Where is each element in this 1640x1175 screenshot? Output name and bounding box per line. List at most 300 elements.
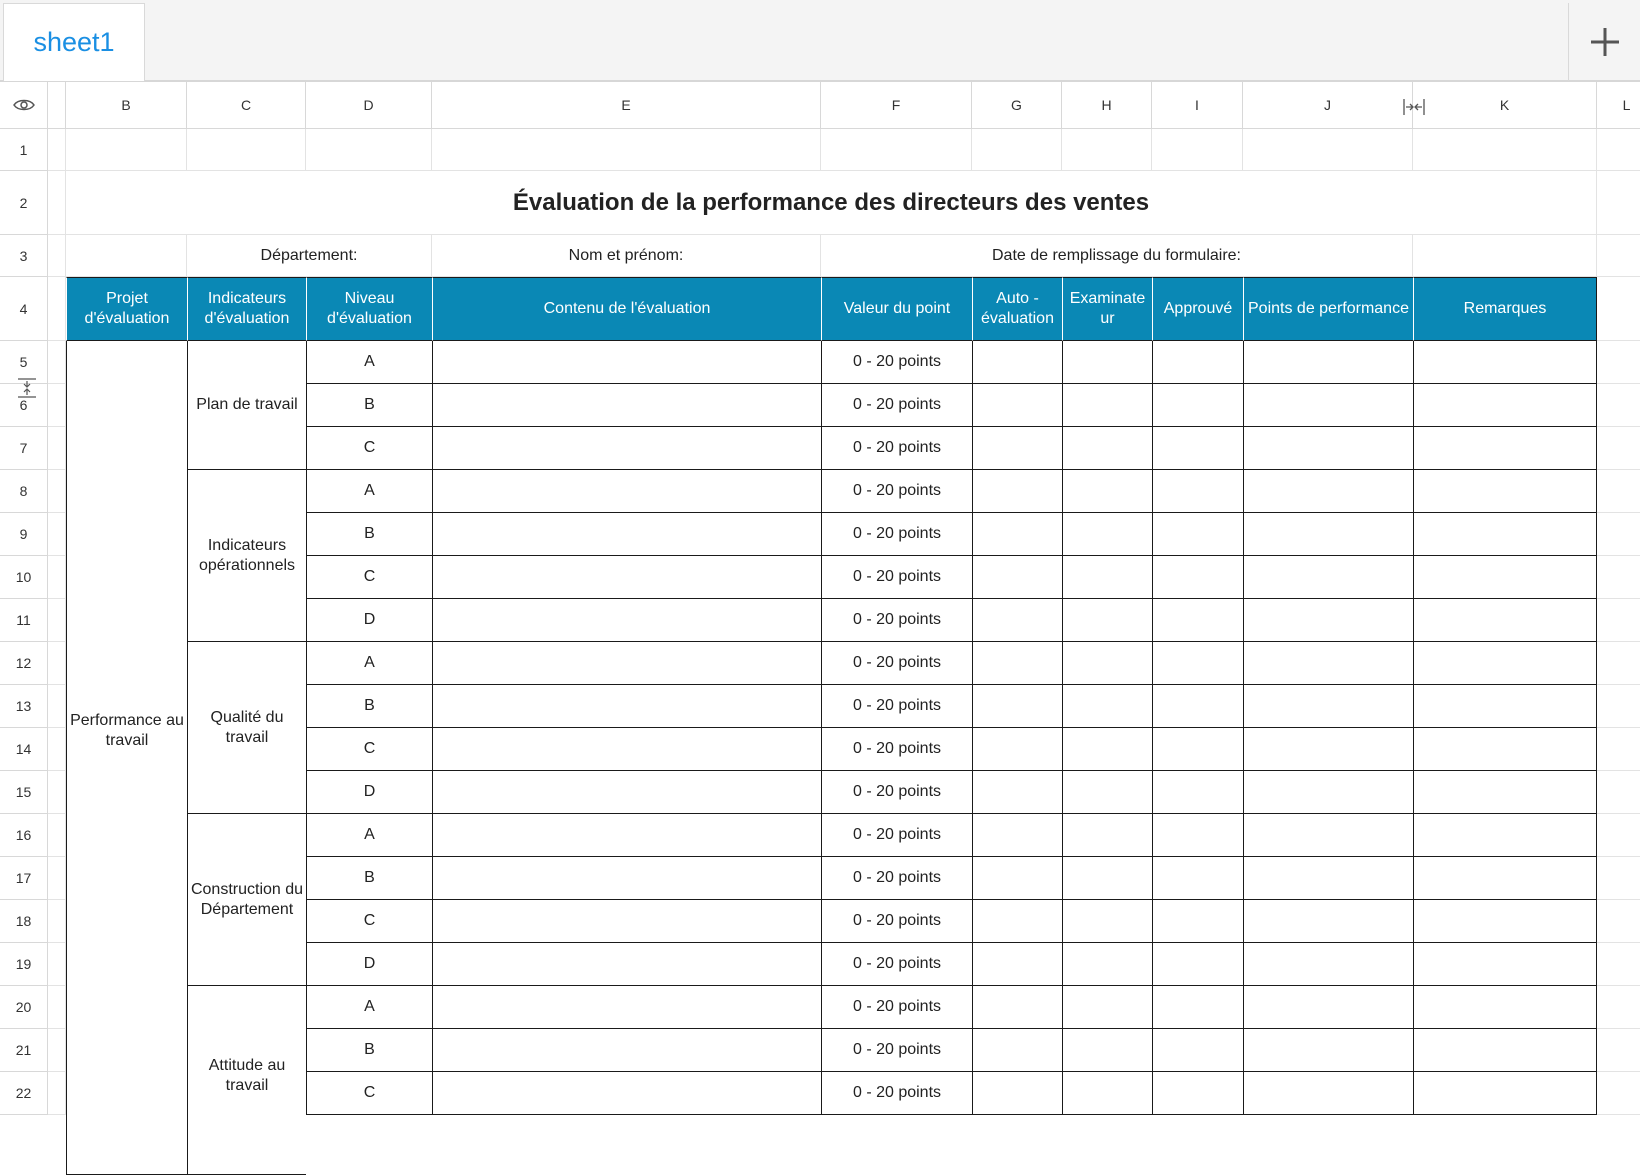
sheet-tab[interactable] (3, 3, 145, 81)
cell-c1[interactable] (187, 129, 306, 171)
indicator-group-1[interactable] (187, 341, 306, 470)
cell-l3[interactable] (1597, 235, 1640, 277)
cell-f1[interactable] (821, 129, 972, 171)
cell-j7[interactable] (1243, 427, 1413, 470)
cell-l7[interactable] (1597, 427, 1640, 470)
cell-h18[interactable] (1062, 900, 1152, 943)
level-cell-10[interactable] (306, 556, 432, 599)
cell-i10[interactable] (1152, 556, 1243, 599)
cell-h20[interactable] (1062, 986, 1152, 1029)
cell-k7[interactable] (1413, 427, 1597, 470)
cell-k5[interactable] (1413, 341, 1597, 384)
cell-l2[interactable] (1597, 171, 1640, 235)
cell-k10[interactable] (1413, 556, 1597, 599)
content-cell-21[interactable] (432, 1029, 821, 1072)
row-header-1[interactable] (0, 129, 48, 171)
content-cell-8[interactable] (432, 470, 821, 513)
header-level-text: Niveau d'évaluation (327, 290, 412, 327)
level-cell-11-text: D (363, 611, 376, 628)
cell-l16[interactable] (1597, 814, 1640, 857)
cell-j13[interactable] (1243, 685, 1413, 728)
point-value-cell-19-text: 0 - 20 points (852, 955, 942, 972)
point-value-cell-8-text: 0 - 20 points (852, 482, 942, 499)
cell-l13[interactable] (1597, 685, 1640, 728)
cell-h5[interactable] (1062, 341, 1152, 384)
cell-i13[interactable] (1152, 685, 1243, 728)
cell-a14[interactable] (48, 728, 66, 771)
date-label[interactable] (821, 235, 1413, 277)
row-header-9[interactable] (0, 513, 48, 556)
cell-a12[interactable] (48, 642, 66, 685)
cell-h7[interactable] (1062, 427, 1152, 470)
cell-e1[interactable] (432, 129, 821, 171)
point-value-cell-9[interactable] (821, 513, 972, 556)
level-cell-22[interactable] (306, 1072, 432, 1115)
department-label[interactable] (187, 235, 432, 277)
cell-i5[interactable] (1152, 341, 1243, 384)
indicator-group-5-text: Attitude au travail (208, 1057, 286, 1094)
row-header-20-text: 20 (15, 999, 32, 1015)
cell-k21[interactable] (1413, 1029, 1597, 1072)
cell-i21[interactable] (1152, 1029, 1243, 1072)
cell-i17[interactable] (1152, 857, 1243, 900)
header-project[interactable] (66, 277, 187, 341)
cell-a7[interactable] (48, 427, 66, 470)
cell-l19[interactable] (1597, 943, 1640, 986)
row-header-2-text: 2 (19, 194, 28, 211)
level-cell-16[interactable] (306, 814, 432, 857)
cell-h11[interactable] (1062, 599, 1152, 642)
level-cell-11[interactable] (306, 599, 432, 642)
row-header-21[interactable] (0, 1029, 48, 1072)
cell-k9[interactable] (1413, 513, 1597, 556)
point-value-cell-21[interactable] (821, 1029, 972, 1072)
sheet-title[interactable] (66, 171, 1597, 235)
cell-g7[interactable] (972, 427, 1062, 470)
add-sheet-button[interactable] (1568, 3, 1640, 81)
row-header-5-text: 5 (19, 354, 28, 370)
content-cell-16[interactable] (432, 814, 821, 857)
cell-h14[interactable] (1062, 728, 1152, 771)
point-value-cell-18-text: 0 - 20 points (852, 912, 942, 929)
content-cell-15[interactable] (432, 771, 821, 814)
cell-j9[interactable] (1243, 513, 1413, 556)
cell-i12[interactable] (1152, 642, 1243, 685)
level-cell-6-text: B (364, 396, 375, 413)
point-value-cell-16[interactable] (821, 814, 972, 857)
cell-i11[interactable] (1152, 599, 1243, 642)
point-value-cell-7-text: 0 - 20 points (852, 439, 942, 456)
point-value-cell-18[interactable] (821, 900, 972, 943)
content-cell-12[interactable] (432, 642, 821, 685)
cell-a6[interactable] (48, 384, 66, 427)
plus-icon (1589, 26, 1621, 58)
cell-l8[interactable] (1597, 470, 1640, 513)
cell-l15[interactable] (1597, 771, 1640, 814)
cell-g13[interactable] (972, 685, 1062, 728)
content-cell-5[interactable] (432, 341, 821, 384)
row-header-4-text: 4 (19, 300, 28, 317)
cell-l5[interactable] (1597, 341, 1640, 384)
cell-a13[interactable] (48, 685, 66, 728)
select-all-corner[interactable] (0, 82, 48, 129)
level-cell-13[interactable] (306, 685, 432, 728)
cell-a9[interactable] (48, 513, 66, 556)
cell-i7[interactable] (1152, 427, 1243, 470)
header-level[interactable] (306, 277, 432, 341)
level-cell-18[interactable] (306, 900, 432, 943)
content-cell-7[interactable] (432, 427, 821, 470)
level-cell-9-text: B (364, 525, 375, 542)
cell-g9[interactable] (972, 513, 1062, 556)
content-cell-14[interactable] (432, 728, 821, 771)
cell-a8[interactable] (48, 470, 66, 513)
cell-h6[interactable] (1062, 384, 1152, 427)
cell-l21[interactable] (1597, 1029, 1640, 1072)
cell-l6[interactable] (1597, 384, 1640, 427)
cell-j8[interactable] (1243, 470, 1413, 513)
column-header-d[interactable] (306, 82, 432, 129)
cell-l17[interactable] (1597, 857, 1640, 900)
cell-g8[interactable] (972, 470, 1062, 513)
cell-l22[interactable] (1597, 1072, 1640, 1115)
column-header-g[interactable] (972, 82, 1062, 129)
cell-k16[interactable] (1413, 814, 1597, 857)
cell-l4[interactable] (1597, 277, 1640, 341)
cell-i1[interactable] (1152, 129, 1243, 171)
level-cell-17[interactable] (306, 857, 432, 900)
cell-a1[interactable] (48, 129, 66, 171)
cell-k14[interactable] (1413, 728, 1597, 771)
name-label-text: Nom et prénom: (568, 246, 684, 264)
point-value-cell-22[interactable] (821, 1072, 972, 1115)
cell-a3[interactable] (48, 235, 66, 277)
cell-a15[interactable] (48, 771, 66, 814)
sheet-tab-label: sheet1 (33, 27, 115, 57)
cell-j19[interactable] (1243, 943, 1413, 986)
cell-h22[interactable] (1062, 1072, 1152, 1115)
level-cell-21[interactable] (306, 1029, 432, 1072)
column-header-e[interactable] (432, 82, 821, 129)
row-header-12[interactable] (0, 642, 48, 685)
row-header-13-text: 13 (15, 698, 32, 714)
level-cell-9[interactable] (306, 513, 432, 556)
column-header-l[interactable] (1597, 82, 1640, 129)
cell-b3[interactable] (66, 235, 187, 277)
cell-a11[interactable] (48, 599, 66, 642)
cell-j15[interactable] (1243, 771, 1413, 814)
sheet-title-text: Évaluation de la performance des directeurs des ventes (512, 188, 1150, 216)
cell-k8[interactable] (1413, 470, 1597, 513)
cell-g22[interactable] (972, 1072, 1062, 1115)
point-value-cell-15-text: 0 - 20 points (852, 783, 942, 800)
cell-a18[interactable] (48, 900, 66, 943)
column-header-a[interactable] (48, 82, 66, 129)
point-value-cell-22-text: 0 - 20 points (852, 1084, 942, 1101)
cell-j11[interactable] (1243, 599, 1413, 642)
point-value-cell-15[interactable] (821, 771, 972, 814)
row-header-14[interactable] (0, 728, 48, 771)
point-value-cell-11[interactable] (821, 599, 972, 642)
row-header-13[interactable] (0, 685, 48, 728)
point-value-cell-14[interactable] (821, 728, 972, 771)
cell-l10[interactable] (1597, 556, 1640, 599)
cell-j22[interactable] (1243, 1072, 1413, 1115)
level-cell-10-text: C (363, 568, 376, 585)
header-indicators-text: Indicateurs d'évaluation (204, 290, 290, 327)
cell-l12[interactable] (1597, 642, 1640, 685)
point-value-cell-7[interactable] (821, 427, 972, 470)
column-header-j[interactable] (1243, 82, 1413, 129)
cell-b1[interactable] (66, 129, 187, 171)
row-header-21-text: 21 (15, 1042, 32, 1058)
point-value-cell-6[interactable] (821, 384, 972, 427)
cell-i14[interactable] (1152, 728, 1243, 771)
cell-k11[interactable] (1413, 599, 1597, 642)
cell-j14[interactable] (1243, 728, 1413, 771)
column-header-b-text: B (121, 97, 131, 113)
cell-l14[interactable] (1597, 728, 1640, 771)
header-remarks[interactable] (1413, 277, 1597, 341)
cell-g18[interactable] (972, 900, 1062, 943)
level-cell-15[interactable] (306, 771, 432, 814)
cell-h10[interactable] (1062, 556, 1152, 599)
name-label[interactable] (432, 235, 821, 277)
point-value-cell-17[interactable] (821, 857, 972, 900)
level-cell-12[interactable] (306, 642, 432, 685)
cell-a17[interactable] (48, 857, 66, 900)
cell-k19[interactable] (1413, 943, 1597, 986)
sheet-tab-bar (0, 0, 1640, 82)
content-cell-20[interactable] (432, 986, 821, 1029)
row-header-9-text: 9 (19, 526, 28, 542)
cell-i15[interactable] (1152, 771, 1243, 814)
column-header-i[interactable] (1152, 82, 1243, 129)
row-header-15[interactable] (0, 771, 48, 814)
row-header-10[interactable] (0, 556, 48, 599)
project-cell[interactable] (66, 341, 187, 1175)
row-header-18[interactable] (0, 900, 48, 943)
cell-j21[interactable] (1243, 1029, 1413, 1072)
cell-a19[interactable] (48, 943, 66, 986)
cell-g20[interactable] (972, 986, 1062, 1029)
row-header-12-text: 12 (15, 655, 32, 671)
cell-j10[interactable] (1243, 556, 1413, 599)
row-header-1-text: 1 (19, 141, 28, 158)
cell-k17[interactable] (1413, 857, 1597, 900)
cell-g21[interactable] (972, 1029, 1062, 1072)
cell-g1[interactable] (972, 129, 1062, 171)
cell-k13[interactable] (1413, 685, 1597, 728)
cell-g14[interactable] (972, 728, 1062, 771)
row-header-4[interactable] (0, 277, 48, 341)
cell-h17[interactable] (1062, 857, 1152, 900)
content-cell-22[interactable] (432, 1072, 821, 1115)
content-cell-13[interactable] (432, 685, 821, 728)
point-value-cell-5[interactable] (821, 341, 972, 384)
header-point-value[interactable] (821, 277, 972, 341)
column-header-f[interactable] (821, 82, 972, 129)
point-value-cell-6-text: 0 - 20 points (852, 396, 942, 413)
level-cell-7[interactable] (306, 427, 432, 470)
cell-k15[interactable] (1413, 771, 1597, 814)
cell-k22[interactable] (1413, 1072, 1597, 1115)
content-cell-9[interactable] (432, 513, 821, 556)
cell-h8[interactable] (1062, 470, 1152, 513)
header-examiner[interactable] (1062, 277, 1152, 341)
cell-a21[interactable] (48, 1029, 66, 1072)
row-header-17[interactable] (0, 857, 48, 900)
cell-i6[interactable] (1152, 384, 1243, 427)
header-approved[interactable] (1152, 277, 1243, 341)
cell-j16[interactable] (1243, 814, 1413, 857)
point-value-cell-10-text: 0 - 20 points (852, 568, 942, 585)
level-cell-6[interactable] (306, 384, 432, 427)
cell-j12[interactable] (1243, 642, 1413, 685)
point-value-cell-16-text: 0 - 20 points (852, 826, 942, 843)
cell-l11[interactable] (1597, 599, 1640, 642)
cell-h15[interactable] (1062, 771, 1152, 814)
content-cell-10[interactable] (432, 556, 821, 599)
cell-h19[interactable] (1062, 943, 1152, 986)
cell-k18[interactable] (1413, 900, 1597, 943)
cell-h16[interactable] (1062, 814, 1152, 857)
level-cell-14[interactable] (306, 728, 432, 771)
cell-g5[interactable] (972, 341, 1062, 384)
cell-a16[interactable] (48, 814, 66, 857)
project-cell-text: Performance au travail (70, 712, 184, 749)
level-cell-8[interactable] (306, 470, 432, 513)
cell-a5[interactable] (48, 341, 66, 384)
row-header-16[interactable] (0, 814, 48, 857)
row-header-20[interactable] (0, 986, 48, 1029)
content-cell-6[interactable] (432, 384, 821, 427)
cell-j6[interactable] (1243, 384, 1413, 427)
cell-g12[interactable] (972, 642, 1062, 685)
row-header-22[interactable] (0, 1072, 48, 1115)
row-resize-icon[interactable] (17, 378, 37, 403)
point-value-cell-17-text: 0 - 20 points (852, 869, 942, 886)
cell-h13[interactable] (1062, 685, 1152, 728)
point-value-cell-8[interactable] (821, 470, 972, 513)
cell-l20[interactable] (1597, 986, 1640, 1029)
cell-i20[interactable] (1152, 986, 1243, 1029)
cell-i9[interactable] (1152, 513, 1243, 556)
content-cell-18[interactable] (432, 900, 821, 943)
cell-l9[interactable] (1597, 513, 1640, 556)
cell-k12[interactable] (1413, 642, 1597, 685)
cell-j1[interactable] (1243, 129, 1413, 171)
column-header-k[interactable] (1413, 82, 1597, 129)
indicator-group-5[interactable] (187, 986, 306, 1175)
cell-j20[interactable] (1243, 986, 1413, 1029)
cell-j18[interactable] (1243, 900, 1413, 943)
cell-i18[interactable] (1152, 900, 1243, 943)
level-cell-19[interactable] (306, 943, 432, 986)
cell-g6[interactable] (972, 384, 1062, 427)
cell-i22[interactable] (1152, 1072, 1243, 1115)
cell-l1[interactable] (1597, 129, 1640, 171)
cell-a4[interactable] (48, 277, 66, 341)
cell-h9[interactable] (1062, 513, 1152, 556)
point-value-cell-10[interactable] (821, 556, 972, 599)
cell-k6[interactable] (1413, 384, 1597, 427)
cell-a2[interactable] (48, 171, 66, 235)
level-cell-22-text: C (363, 1084, 376, 1101)
cell-a10[interactable] (48, 556, 66, 599)
header-self-evaluation[interactable] (972, 277, 1062, 341)
point-value-cell-20[interactable] (821, 986, 972, 1029)
header-project-text: Projet d'évaluation (84, 290, 170, 327)
indicator-group-2[interactable] (187, 470, 306, 642)
level-cell-7-text: C (363, 439, 376, 456)
content-cell-11[interactable] (432, 599, 821, 642)
cell-d1[interactable] (306, 129, 432, 171)
level-cell-20[interactable] (306, 986, 432, 1029)
level-cell-12-text: A (364, 654, 375, 671)
column-header-c[interactable] (187, 82, 306, 129)
cell-i19[interactable] (1152, 943, 1243, 986)
indicator-group-3[interactable] (187, 642, 306, 814)
column-header-h[interactable] (1062, 82, 1152, 129)
cell-h1[interactable] (1062, 129, 1152, 171)
cell-a22[interactable] (48, 1072, 66, 1115)
row-header-19[interactable] (0, 943, 48, 986)
header-indicators[interactable] (187, 277, 306, 341)
row-header-11[interactable] (0, 599, 48, 642)
header-performance-points[interactable] (1243, 277, 1413, 341)
row-header-7[interactable] (0, 427, 48, 470)
cell-g11[interactable] (972, 599, 1062, 642)
column-header-f-text: F (891, 97, 901, 113)
level-cell-19-text: D (363, 955, 376, 972)
column-resize-icon[interactable] (1403, 98, 1425, 121)
row-header-17-text: 17 (15, 870, 32, 886)
indicator-group-4[interactable] (187, 814, 306, 986)
point-value-cell-12[interactable] (821, 642, 972, 685)
cell-g10[interactable] (972, 556, 1062, 599)
cell-a20[interactable] (48, 986, 66, 1029)
cell-i8[interactable] (1152, 470, 1243, 513)
point-value-cell-19[interactable] (821, 943, 972, 986)
content-cell-19[interactable] (432, 943, 821, 986)
cell-k20[interactable] (1413, 986, 1597, 1029)
row-header-3[interactable] (0, 235, 48, 277)
column-header-b[interactable] (66, 82, 187, 129)
cell-j17[interactable] (1243, 857, 1413, 900)
cell-l18[interactable] (1597, 900, 1640, 943)
cell-h12[interactable] (1062, 642, 1152, 685)
cell-g17[interactable] (972, 857, 1062, 900)
cell-g16[interactable] (972, 814, 1062, 857)
cell-k1[interactable] (1413, 129, 1597, 171)
cell-g19[interactable] (972, 943, 1062, 986)
header-content[interactable] (432, 277, 821, 341)
row-header-2[interactable] (0, 171, 48, 235)
cell-k3[interactable] (1413, 235, 1597, 277)
level-cell-13-text: B (364, 697, 375, 714)
point-value-cell-11-text: 0 - 20 points (852, 611, 942, 628)
cell-g15[interactable] (972, 771, 1062, 814)
point-value-cell-13[interactable] (821, 685, 972, 728)
cell-h21[interactable] (1062, 1029, 1152, 1072)
cell-j5[interactable] (1243, 341, 1413, 384)
level-cell-5[interactable] (306, 341, 432, 384)
level-cell-21-text: B (364, 1041, 375, 1058)
row-header-8[interactable] (0, 470, 48, 513)
content-cell-17[interactable] (432, 857, 821, 900)
cell-i16[interactable] (1152, 814, 1243, 857)
